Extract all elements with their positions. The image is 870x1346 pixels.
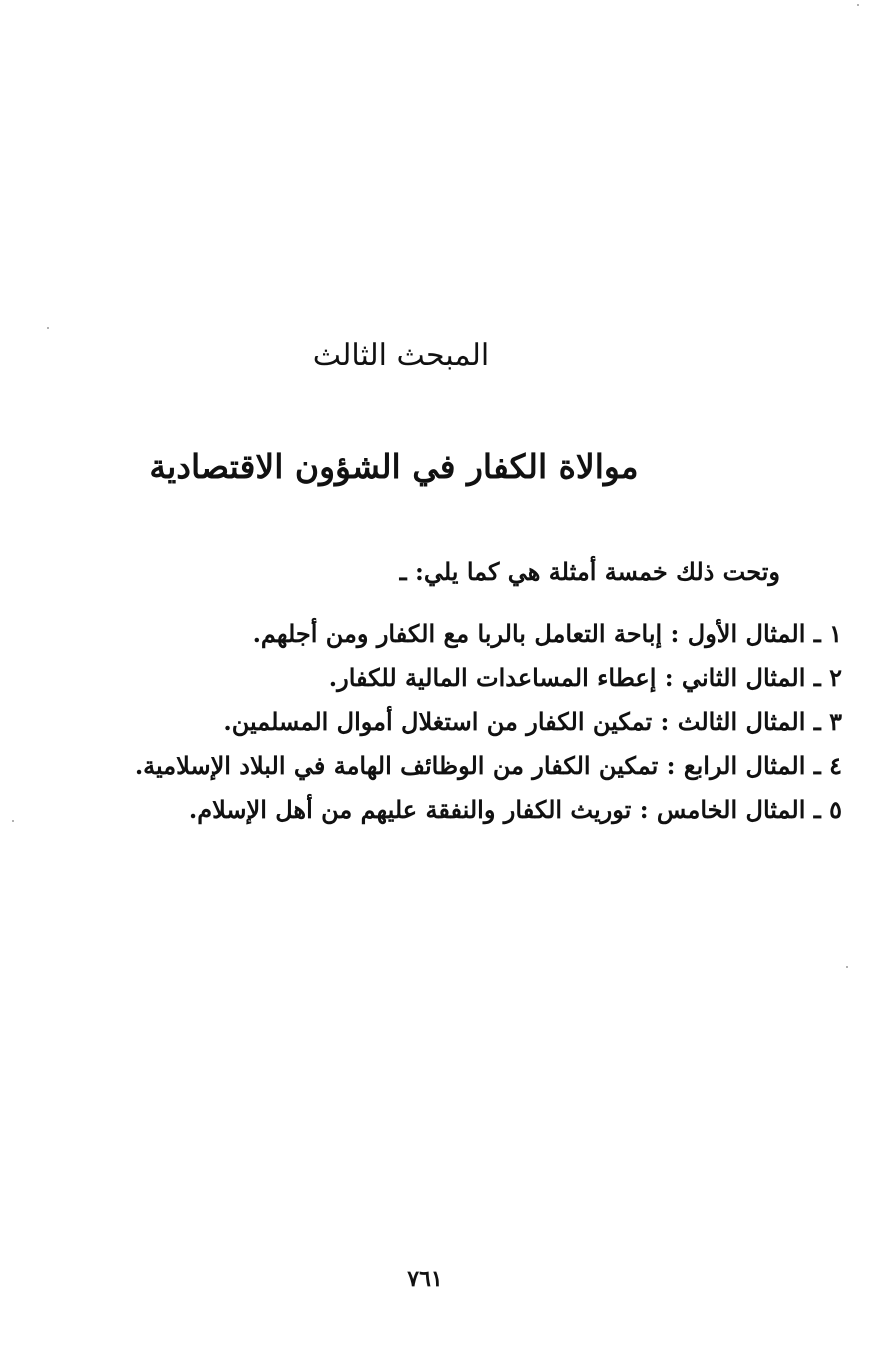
section-label: المبحث الثالث [312,338,490,373]
example-item-2: ٢ ـ المثال الثاني : إعطاء المساعدات المالية للكفار. [328,663,842,692]
intro-text: وتحت ذلك خمسة أمثلة هي كما يلي: ـ [399,557,780,586]
example-item-4: ٤ ـ المثال الرابع : تمكين الكفار من الوظائف الهامة في البلاد الإسلامية. [134,751,842,780]
scan-speck [47,327,49,329]
example-item-5: ٥ ـ المثال الخامس : توريث الكفار والنفقة عليهم من أهل الإسلام. [188,795,842,824]
scan-speck [857,4,859,6]
examples-list [135,612,842,832]
scan-speck [12,820,14,822]
scan-speck [846,966,848,968]
example-item-3: ٣ ـ المثال الثالث : تمكين الكفار من استغلال أموال المسلمين. [223,707,842,736]
chapter-title: موالاة الكفار في الشؤون الاقتصادية [149,447,639,486]
example-item-1: ١ ـ المثال الأول : إباحة التعامل بالربا مع الكفار ومن أجلهم. [252,619,842,648]
page-number: ٧٦١ [407,1266,443,1292]
